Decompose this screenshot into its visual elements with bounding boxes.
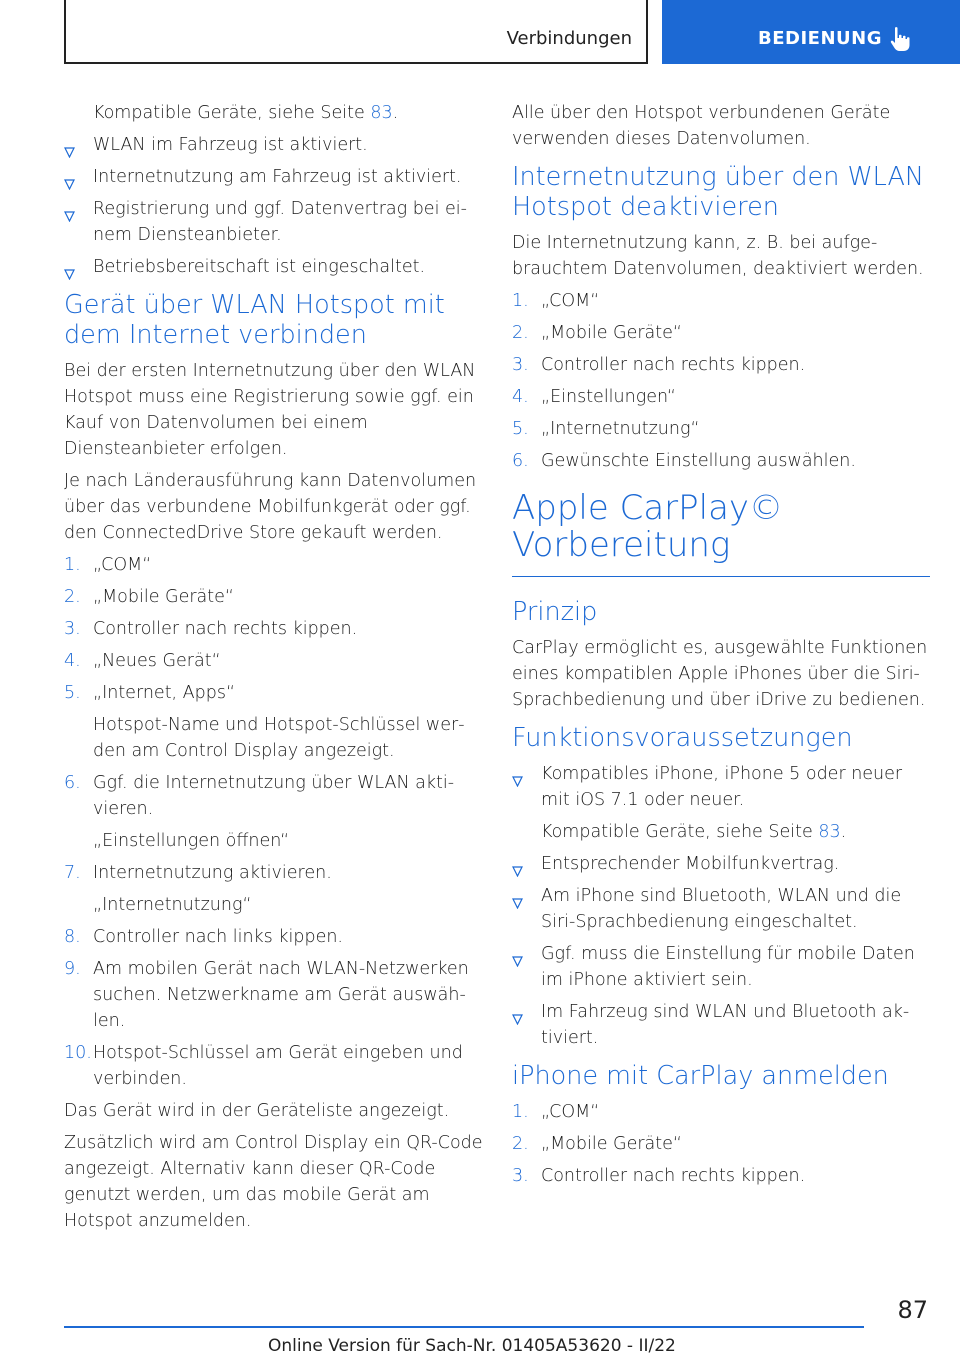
list-item (64, 956, 484, 1034)
list-item (64, 616, 484, 642)
section-heading-requirements: Funktionsvoraussetzungen (512, 723, 853, 753)
compat-suffix: . (840, 822, 847, 842)
requirements-list (64, 132, 484, 280)
section-heading-hotspot-connect: Gerät über WLAN Hotspot mit dem Internet verbinden (64, 290, 445, 350)
section-heading-carplay-login: iPhone mit CarPlay anmelden (512, 1061, 889, 1091)
triangle-bullet-icon (64, 262, 75, 288)
step-number: 8. (64, 927, 81, 947)
step-number: 1. (512, 291, 529, 311)
list-item (512, 851, 930, 877)
list-item-text: Am iPhone sind Bluetooth, WLAN und die Siri-Sprachbedienung eingeschaltet. (541, 886, 902, 932)
step-text: Controller nach links kippen. (93, 927, 343, 947)
step-text: „Internetnutzung“ (541, 419, 700, 439)
step-number: 6. (64, 773, 81, 793)
list-item-text: Registrierung und ggf. Datenvertrag bei einem Diensteanbieter. (93, 199, 467, 245)
step-note: Hotspot-Name und Hotspot-Schlüssel werden am Control Display angezeigt. (93, 715, 465, 761)
list-item-text: Kompatibles iPhone, iPhone 5 oder neuer mit iOS 7.1 oder neuer. (541, 764, 903, 810)
step-text: Controller nach rechts kippen. (541, 1166, 806, 1186)
triangle-bullet-icon (512, 859, 523, 885)
paragraph: Die Internetnutzung kann, z. B. bei aufgebrauchtem Datenvolumen, deaktiviert werden. (512, 233, 924, 279)
step-number: 9. (64, 959, 81, 979)
step-number: 6. (512, 451, 529, 471)
step-number: 4. (64, 651, 81, 671)
paragraph: CarPlay ermöglicht es, ausgewählte Funktionen eines kompatiblen Apple iPhones über die Siri-Sprachbedienung und über iDrive zu bedienen. (512, 638, 928, 710)
list-item-text: Entsprechender Mobilfunkvertrag. (541, 854, 840, 874)
step-number: 2. (64, 587, 81, 607)
triangle-bullet-icon (512, 949, 523, 975)
list-item (512, 941, 930, 993)
step-text: „COM“ (93, 555, 152, 575)
list-item-text: Im Fahrzeug sind WLAN und Bluetooth aktiviert. (541, 1002, 910, 1048)
list-item (64, 648, 484, 674)
step-number: 3. (64, 619, 81, 639)
triangle-bullet-icon (512, 891, 523, 917)
list-item (512, 384, 930, 410)
steps-list (512, 288, 930, 474)
step-number: 2. (512, 323, 529, 343)
footer-text: Online Version für Sach-Nr. 01405A53620 - II/22 (268, 1336, 676, 1356)
list-item (512, 416, 930, 442)
paragraph: Das Gerät wird in der Geräteliste angezeigt. (64, 1101, 450, 1121)
requirements-list (512, 761, 930, 813)
triangle-bullet-icon (512, 1007, 523, 1033)
triangle-bullet-icon (64, 140, 75, 166)
steps-list (512, 1099, 930, 1189)
page-number: 87 (897, 1296, 928, 1324)
compat-text: Kompatible Geräte, siehe Seite (541, 822, 819, 842)
list-item (64, 680, 484, 706)
step-text: Hotspot-Schlüssel am Gerät eingeben und verbinden. (93, 1043, 463, 1089)
list-item (64, 164, 484, 190)
compat-reference (64, 100, 484, 126)
steps-list (64, 924, 484, 1092)
steps-list (64, 860, 484, 886)
step-number: 10. (64, 1043, 92, 1063)
step-text: Internetnutzung aktivieren. (93, 863, 332, 883)
step-number: 2. (512, 1134, 529, 1154)
section-heading-principle: Prinzip (512, 597, 598, 627)
triangle-bullet-icon (64, 172, 75, 198)
right-column (512, 100, 930, 1195)
step-text: Ggf. die Internetnutzung über WLAN aktivieren. (93, 773, 455, 819)
list-item-text: WLAN im Fahrzeug ist aktiviert. (93, 135, 368, 155)
list-item (512, 761, 930, 813)
step-text: „Einstellungen“ (541, 387, 676, 407)
header-section-tab (64, 0, 648, 64)
step-text: „Internet, Apps“ (93, 683, 236, 703)
header-chapter-label: BEDIENUNG (758, 28, 882, 49)
list-item (512, 1163, 930, 1189)
list-item (512, 999, 930, 1051)
step-text: Am mobilen Gerät nach WLAN-Netzwerken suchen. Netzwerkname am Gerät auswählen. (93, 959, 469, 1031)
list-item (512, 288, 930, 314)
list-item-text: Ggf. muss die Einstellung für mobile Daten im iPhone aktiviert sein. (541, 944, 915, 990)
compat-text: Kompatible Geräte, siehe Seite (93, 103, 371, 123)
step-text: „Mobile Geräte“ (541, 323, 682, 343)
list-item (64, 254, 484, 280)
step-note: „Internetnutzung“ (93, 895, 252, 915)
steps-list (64, 552, 484, 706)
header-chapter-tab (662, 0, 960, 64)
list-item (512, 352, 930, 378)
step-text: Gewünschte Einstellung auswählen. (541, 451, 856, 471)
step-number: 3. (512, 1166, 529, 1186)
list-item (64, 770, 484, 822)
section-heading-hotspot-deactivate: Internetnutzung über den WLAN Hotspot deaktivieren (512, 162, 924, 222)
step-text: „Mobile Geräte“ (93, 587, 234, 607)
step-number: 3. (512, 355, 529, 375)
list-item (512, 448, 930, 474)
step-text: „COM“ (541, 291, 600, 311)
list-item (64, 196, 484, 248)
chapter-title: Apple CarPlay© Vorbereitung (512, 490, 930, 577)
page-link-83[interactable]: 83 (818, 822, 841, 842)
list-item (64, 552, 484, 578)
step-number: 5. (64, 683, 81, 703)
list-item (512, 1099, 930, 1125)
header-section-label: Verbindungen (506, 28, 632, 49)
step-number: 1. (64, 555, 81, 575)
step-number: 4. (512, 387, 529, 407)
paragraph: Bei der ersten Internetnutzung über den WLAN Hotspot muss eine Registrierung sowie ggf. ein Kauf von Datenvolumen bei einem Diensteanbieter erfolgen. (64, 361, 476, 459)
list-item (512, 1131, 930, 1157)
triangle-bullet-icon (64, 204, 75, 230)
paragraph: Je nach Länderausführung kann Datenvolumen über das verbundene Mobilfunkgerät oder ggf. den ConnectedDrive Store gekauft werden. (64, 471, 477, 543)
footer-divider (64, 1326, 864, 1328)
compat-suffix: . (392, 103, 399, 123)
list-item (64, 132, 484, 158)
paragraph: Zusätzlich wird am Control Display ein QR-Code angezeigt. Alternativ kann dieser QR-Code genutzt werden, um das mobile Gerät am Hotspot anzumelden. (64, 1133, 483, 1231)
step-text: Controller nach rechts kippen. (93, 619, 358, 639)
step-text: „Mobile Geräte“ (541, 1134, 682, 1154)
step-number: 1. (512, 1102, 529, 1122)
step-text: Controller nach rechts kippen. (541, 355, 806, 375)
list-item (512, 320, 930, 346)
step-text: „Neues Gerät“ (93, 651, 221, 671)
hand-pointer-icon (890, 26, 912, 52)
step-text: „COM“ (541, 1102, 600, 1122)
list-item (512, 883, 930, 935)
page-link-83[interactable]: 83 (370, 103, 393, 123)
step-number: 7. (64, 863, 81, 883)
list-item-text: Betriebsbereitschaft ist eingeschaltet. (93, 257, 426, 277)
step-note: „Einstellungen öffnen“ (93, 831, 290, 851)
list-item (64, 860, 484, 886)
step-number: 5. (512, 419, 529, 439)
paragraph: Alle über den Hotspot verbundenen Geräte verwenden dieses Datenvolumen. (512, 103, 891, 149)
left-column (64, 100, 484, 1240)
list-item (64, 584, 484, 610)
steps-list (64, 770, 484, 822)
requirements-list (512, 851, 930, 1051)
list-item (64, 1040, 484, 1092)
compat-reference (512, 819, 930, 845)
triangle-bullet-icon (512, 769, 523, 795)
list-item (64, 924, 484, 950)
list-item-text: Internetnutzung am Fahrzeug ist aktiviert. (93, 167, 462, 187)
